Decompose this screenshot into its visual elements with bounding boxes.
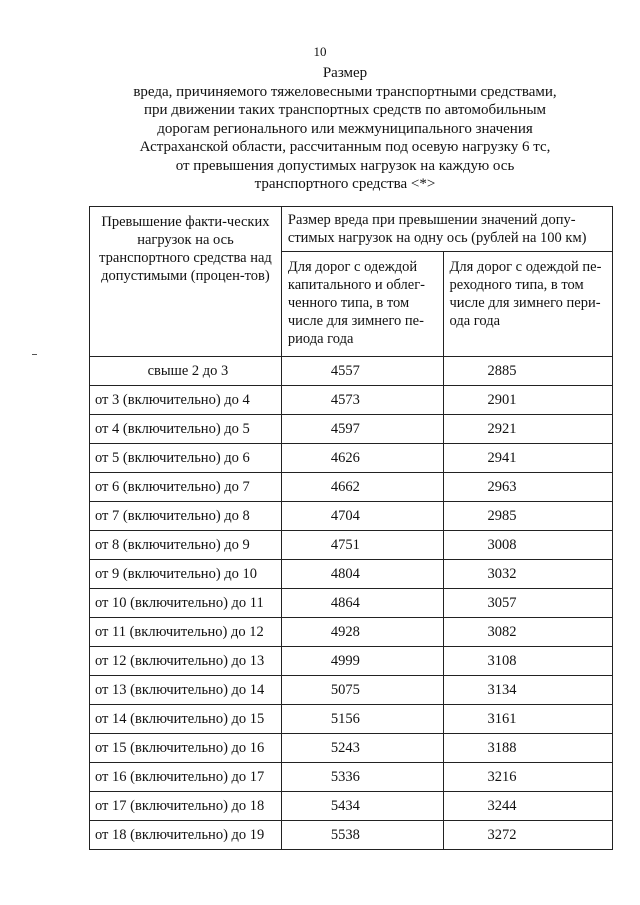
table-row — [90, 821, 613, 850]
overload-range-cell: от 10 (включительно) до 11 — [90, 589, 282, 618]
damage-capital-cell: 5075 — [281, 676, 443, 705]
damage-transitional-cell: 3134 — [443, 676, 612, 705]
damage-capital-cell: 4557 — [281, 357, 443, 386]
table-row — [90, 560, 613, 589]
damage-transitional-cell: 3008 — [443, 531, 612, 560]
damage-transitional-cell: 3244 — [443, 792, 612, 821]
damage-transitional-cell: 2985 — [443, 502, 612, 531]
table-row — [90, 473, 613, 502]
table-row — [90, 792, 613, 821]
overload-range-cell: от 8 (включительно) до 9 — [90, 531, 282, 560]
column-header-transitional-roads: Для дорог с одеждой пе-реходного типа, в том числе для зимнего пери-ода года — [443, 252, 612, 357]
overload-range-cell: от 18 (включительно) до 19 — [90, 821, 282, 850]
damage-capital-cell: 5243 — [281, 734, 443, 763]
title-line: вреда, причиняемого тяжеловесными транспортными средствами, — [133, 83, 557, 100]
overload-range-cell: от 15 (включительно) до 16 — [90, 734, 282, 763]
overload-range-cell: от 7 (включительно) до 8 — [90, 502, 282, 531]
damage-transitional-cell: 2885 — [443, 357, 612, 386]
overload-range-cell: от 3 (включительно) до 4 — [90, 386, 282, 415]
overload-range-cell: от 4 (включительно) до 5 — [90, 415, 282, 444]
table-row — [90, 357, 613, 386]
column-header-overload: Превышение факти-ческих нагрузок на ось транспортного средства над допустимыми (процен-тов) — [90, 207, 282, 357]
title-line: при движении таких транспортных средств по автомобильным — [143, 102, 547, 118]
overload-range-cell: от 9 (включительно) до 10 — [90, 560, 282, 589]
damage-transitional-cell: 3161 — [443, 705, 612, 734]
damage-capital-cell: 4751 — [281, 531, 443, 560]
title-line: от превышения допустимых нагрузок на каждую ось — [175, 157, 515, 174]
damage-rate-table — [89, 206, 613, 850]
page-number: 10 — [313, 44, 327, 59]
damage-capital-cell: 4704 — [281, 502, 443, 531]
table-row — [90, 647, 613, 676]
damage-transitional-cell: 3216 — [443, 763, 612, 792]
table-row — [90, 502, 613, 531]
table-row — [90, 618, 613, 647]
damage-capital-cell: 5336 — [281, 763, 443, 792]
overload-range-cell: от 11 (включительно) до 12 — [90, 618, 282, 647]
table-row — [90, 763, 613, 792]
overload-range-cell: от 16 (включительно) до 17 — [90, 763, 282, 792]
damage-transitional-cell: 3082 — [443, 618, 612, 647]
title-line: дорогам регионального или межмуниципального значения — [157, 120, 533, 137]
damage-capital-cell: 4662 — [281, 473, 443, 502]
table-row — [90, 386, 613, 415]
table-row — [90, 734, 613, 763]
damage-capital-cell: 5434 — [281, 792, 443, 821]
damage-transitional-cell: 2963 — [443, 473, 612, 502]
overload-range-cell: от 12 (включительно) до 13 — [90, 647, 282, 676]
damage-capital-cell: 4597 — [281, 415, 443, 444]
damage-transitional-cell: 2941 — [443, 444, 612, 473]
title-line: транспортного средства <*> — [254, 176, 436, 192]
overload-range-cell: от 14 (включительно) до 15 — [90, 705, 282, 734]
column-header-capital-roads: Для дорог с одеждой капитального и облег-ченного типа, в том числе для зимнего пе-риода года — [281, 252, 443, 357]
margin-mark — [32, 354, 37, 355]
table-row — [90, 415, 613, 444]
table-row — [90, 531, 613, 560]
damage-capital-cell: 5156 — [281, 705, 443, 734]
table-row — [90, 676, 613, 705]
damage-transitional-cell: 3272 — [443, 821, 612, 850]
overload-range-cell: от 13 (включительно) до 14 — [90, 676, 282, 705]
table-header-row — [90, 207, 613, 252]
title-line: Размер — [322, 65, 368, 81]
damage-capital-cell: 4626 — [281, 444, 443, 473]
title-line: Астраханской области, рассчитанным под осевую нагрузку 6 тс, — [139, 139, 551, 155]
table-row — [90, 589, 613, 618]
overload-range-cell: от 17 (включительно) до 18 — [90, 792, 282, 821]
damage-capital-cell: 4573 — [281, 386, 443, 415]
damage-capital-cell: 4864 — [281, 589, 443, 618]
damage-transitional-cell: 2921 — [443, 415, 612, 444]
overload-range-cell: от 5 (включительно) до 6 — [90, 444, 282, 473]
damage-transitional-cell: 3057 — [443, 589, 612, 618]
damage-transitional-cell: 2901 — [443, 386, 612, 415]
damage-capital-cell: 4999 — [281, 647, 443, 676]
table-row — [90, 444, 613, 473]
damage-transitional-cell: 3188 — [443, 734, 612, 763]
damage-transitional-cell: 3108 — [443, 647, 612, 676]
damage-capital-cell: 5538 — [281, 821, 443, 850]
table-row — [90, 705, 613, 734]
damage-capital-cell: 4804 — [281, 560, 443, 589]
damage-transitional-cell: 3032 — [443, 560, 612, 589]
damage-capital-cell: 4928 — [281, 618, 443, 647]
overload-range-cell: от 6 (включительно) до 7 — [90, 473, 282, 502]
overload-range-cell: свыше 2 до 3 — [90, 357, 282, 386]
document-title — [110, 64, 580, 194]
column-header-damage-size: Размер вреда при превышении значений допу-стимых нагрузок на одну ось (рублей на 100 км) — [281, 207, 612, 252]
